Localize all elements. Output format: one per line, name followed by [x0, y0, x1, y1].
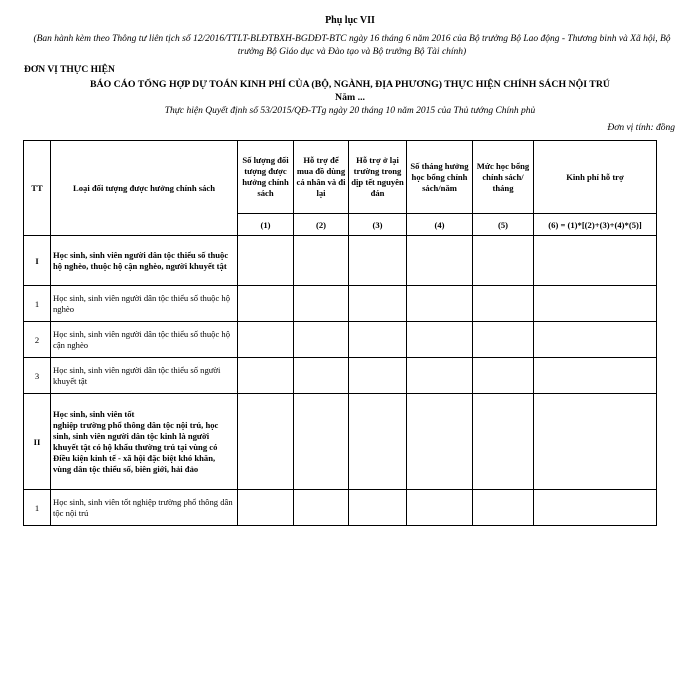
implementing-unit: ĐƠN VỊ THỰC HIỆN: [24, 65, 115, 75]
row-number: 1: [24, 286, 51, 322]
col-support-tet: Hỗ trợ ở lại trường trong dịp tết nguyên đán: [349, 141, 407, 214]
report-year: Năm ...: [335, 92, 365, 103]
col-rate: Mức học bổng chính sách/ tháng: [473, 141, 534, 214]
row-number: 3: [24, 358, 51, 394]
index-3: (3): [349, 214, 407, 236]
row-label: [51, 394, 238, 490]
row-label: Học sinh, sinh viên người dân tộc thiểu số thuộc hộ nghèo: [51, 286, 238, 322]
table-row: [24, 394, 657, 490]
table-row: [24, 286, 657, 322]
index-4: (4): [407, 214, 473, 236]
table-row: [24, 490, 657, 526]
decision-reference: Thực hiện Quyết định số 53/2015/QĐ-TTg ngày 20 tháng 10 năm 2015 của Thủ tướng Chính phủ: [164, 106, 536, 116]
report-title: BÁO CÁO TỔNG HỢP DỰ TOÁN KINH PHÍ CỦA (BỘ, NGÀNH, ĐỊA PHƯƠNG) THỰC HIỆN CHÍNH SÁCH NỘI TRÚ: [89, 79, 610, 90]
funding-table: [23, 140, 657, 526]
issued-by-note: (Ban hành kèm theo Thông tư liên tịch số 12/2016/TTLT-BLĐTBXH-BGDĐT-BTC ngày 16 tháng 6 năm 2016 của Bộ trưởng Bộ Lao động - Thương binh và Xã hội, Bộ trưởng Bộ Giáo dục và Đào tạo và Bộ trưởng Bộ Tài chính): [33, 34, 671, 57]
table-row: [24, 236, 657, 286]
col-subject: Loại đối tượng được hưởng chính sách: [51, 141, 238, 236]
index-5: (5): [473, 214, 534, 236]
row-label: Học sinh, sinh viên tốt nghiệp trường phổ thông dân tộc nội trú: [51, 490, 238, 526]
row-number: 1: [24, 490, 51, 526]
col-support-items: Hỗ trợ để mua đồ dùng cá nhân và đi lại: [294, 141, 349, 214]
table-header-row: [24, 141, 657, 214]
row-label: Học sinh, sinh viên người dân tộc thiểu số người khuyết tật: [51, 358, 238, 394]
col-funding: Kinh phí hỗ trợ: [534, 141, 657, 214]
row-label-line1: Học sinh, sinh viên tốt: [53, 408, 135, 419]
row-number: 2: [24, 322, 51, 358]
appendix-title: Phụ lục VII: [325, 15, 375, 26]
row-number: II: [24, 394, 51, 490]
col-months: Số tháng hưởng học bổng chính sách/năm: [407, 141, 473, 214]
col-count: Số lượng đối tượng được hưởng chính sách: [238, 141, 294, 214]
row-number: I: [24, 236, 51, 286]
row-label: Học sinh, sinh viên người dân tộc thiểu số thuộc hộ nghèo, thuộc hộ cận nghèo, người khuyết tật: [51, 236, 238, 286]
table-row: [24, 322, 657, 358]
currency-unit: Đơn vị tính: đồng: [607, 123, 675, 133]
row-label: Học sinh, sinh viên người dân tộc thiểu số thuộc hộ cận nghèo: [51, 322, 238, 358]
table-row: [24, 358, 657, 394]
col-tt: TT: [24, 141, 51, 236]
index-2: (2): [294, 214, 349, 236]
index-6: (6) = (1)*[(2)+(3)+(4)*(5)]: [534, 214, 657, 236]
row-label-rest: nghiệp trường phổ thông dân tộc nội trú, học sinh, sinh viên người dân tộc kinh là người khuyết tật có hộ khẩu thường trú tại vùng có Điều kiện kinh tế - xã hội đặc biệt khó khăn, vùng dân tộc thiểu số, biên giới, hải đảo: [53, 419, 219, 474]
index-1: (1): [238, 214, 294, 236]
